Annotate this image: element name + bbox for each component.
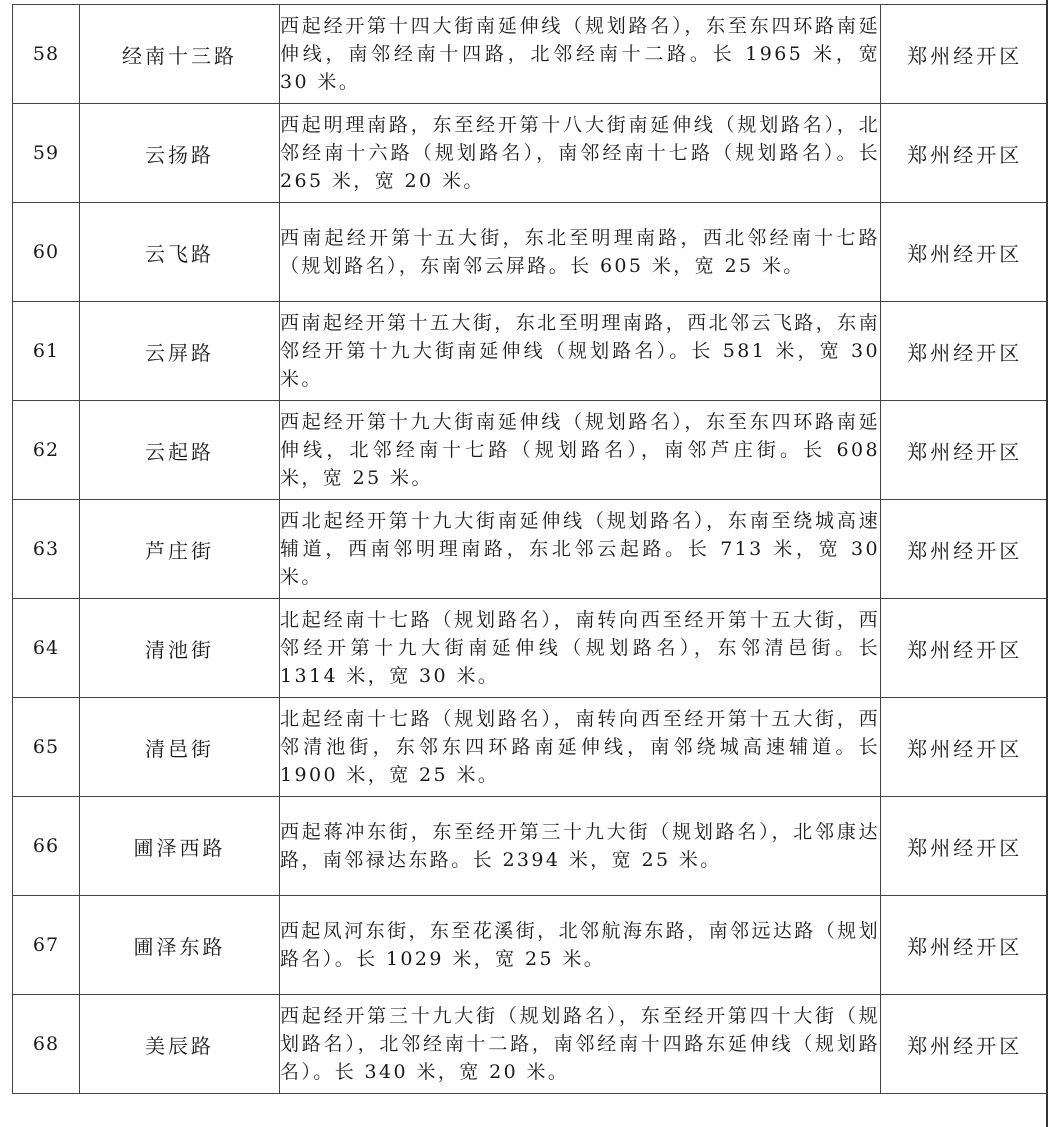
road-name: 云屏路 (80, 302, 280, 401)
road-name: 圃泽东路 (80, 896, 280, 995)
road-description: 北起经南十七路（规划路名），南转向西至经开第十五大街，西邻清池街，东邻东四环路南延伸线，南邻绕城高速辅道。长 1900 米，宽 25 米。 (280, 698, 881, 797)
row-number: 68 (13, 995, 80, 1094)
road-description: 西南起经开第十五大街，东北至明理南路，西北邻经南十七路（规划路名），东南邻云屏路。长 605 米，宽 25 米。 (280, 203, 881, 302)
table-body (13, 5, 1048, 1094)
road-naming-table (12, 4, 1048, 1094)
district-name: 郑州经开区 (881, 896, 1048, 995)
district-name: 郑州经开区 (881, 203, 1048, 302)
table-row (13, 797, 1048, 896)
row-number: 58 (13, 5, 80, 104)
district-name: 郑州经开区 (881, 5, 1048, 104)
table-row (13, 104, 1048, 203)
road-name: 云扬路 (80, 104, 280, 203)
road-description: 西南起经开第十五大街，东北至明理南路，西北邻云飞路，东南邻经开第十九大街南延伸线（规划路名）。长 581 米，宽 30 米。 (280, 302, 881, 401)
road-name: 云起路 (80, 401, 280, 500)
district-name: 郑州经开区 (881, 401, 1048, 500)
district-name: 郑州经开区 (881, 995, 1048, 1094)
table-row (13, 203, 1048, 302)
table-row (13, 302, 1048, 401)
table-row (13, 698, 1048, 797)
table-row (13, 896, 1048, 995)
road-description: 西起经开第十九大街南延伸线（规划路名），东至东四环路南延伸线，北邻经南十七路（规划路名），南邻芦庄街。长 608 米，宽 25 米。 (280, 401, 881, 500)
road-description: 北起经南十七路（规划路名），南转向西至经开第十五大街，西邻经开第十九大街南延伸线（规划路名），东邻清邑街。长 1314 米，宽 30 米。 (280, 599, 881, 698)
district-name: 郑州经开区 (881, 797, 1048, 896)
road-description: 西起凤河东街，东至花溪街，北邻航海东路，南邻远达路（规划路名）。长 1029 米，宽 25 米。 (280, 896, 881, 995)
district-name: 郑州经开区 (881, 500, 1048, 599)
road-name: 清邑街 (80, 698, 280, 797)
row-number: 63 (13, 500, 80, 599)
road-description: 西北起经开第十九大街南延伸线（规划路名），东南至绕城高速辅道，西南邻明理南路，东北邻云起路。长 713 米，宽 30 米。 (280, 500, 881, 599)
road-name: 经南十三路 (80, 5, 280, 104)
table-row (13, 401, 1048, 500)
district-name: 郑州经开区 (881, 698, 1048, 797)
table-row (13, 500, 1048, 599)
row-number: 65 (13, 698, 80, 797)
district-name: 郑州经开区 (881, 104, 1048, 203)
road-name: 美辰路 (80, 995, 280, 1094)
table-row (13, 599, 1048, 698)
row-number: 60 (13, 203, 80, 302)
road-name: 清池街 (80, 599, 280, 698)
road-description: 西起蒋冲东街，东至经开第三十九大街（规划路名），北邻康达路，南邻禄达东路。长 2394 米，宽 25 米。 (280, 797, 881, 896)
road-description: 西起明理南路，东至经开第十八大街南延伸线（规划路名），北邻经南十六路（规划路名），南邻经南十七路（规划路名）。长 265 米，宽 20 米。 (280, 104, 881, 203)
row-number: 67 (13, 896, 80, 995)
row-number: 66 (13, 797, 80, 896)
table-row (13, 995, 1048, 1094)
district-name: 郑州经开区 (881, 599, 1048, 698)
row-number: 64 (13, 599, 80, 698)
road-description: 西起经开第十四大街南延伸线（规划路名），东至东四环路南延伸线，南邻经南十四路，北邻经南十二路。长 1965 米，宽 30 米。 (280, 5, 881, 104)
road-name: 圃泽西路 (80, 797, 280, 896)
row-number: 61 (13, 302, 80, 401)
road-name: 云飞路 (80, 203, 280, 302)
row-number: 62 (13, 401, 80, 500)
road-description: 西起经开第三十九大街（规划路名），东至经开第四十大街（规划路名），北邻经南十二路，南邻经南十四路东延伸线（规划路名）。长 340 米，宽 20 米。 (280, 995, 881, 1094)
road-name: 芦庄街 (80, 500, 280, 599)
table-row (13, 5, 1048, 104)
district-name: 郑州经开区 (881, 302, 1048, 401)
row-number: 59 (13, 104, 80, 203)
